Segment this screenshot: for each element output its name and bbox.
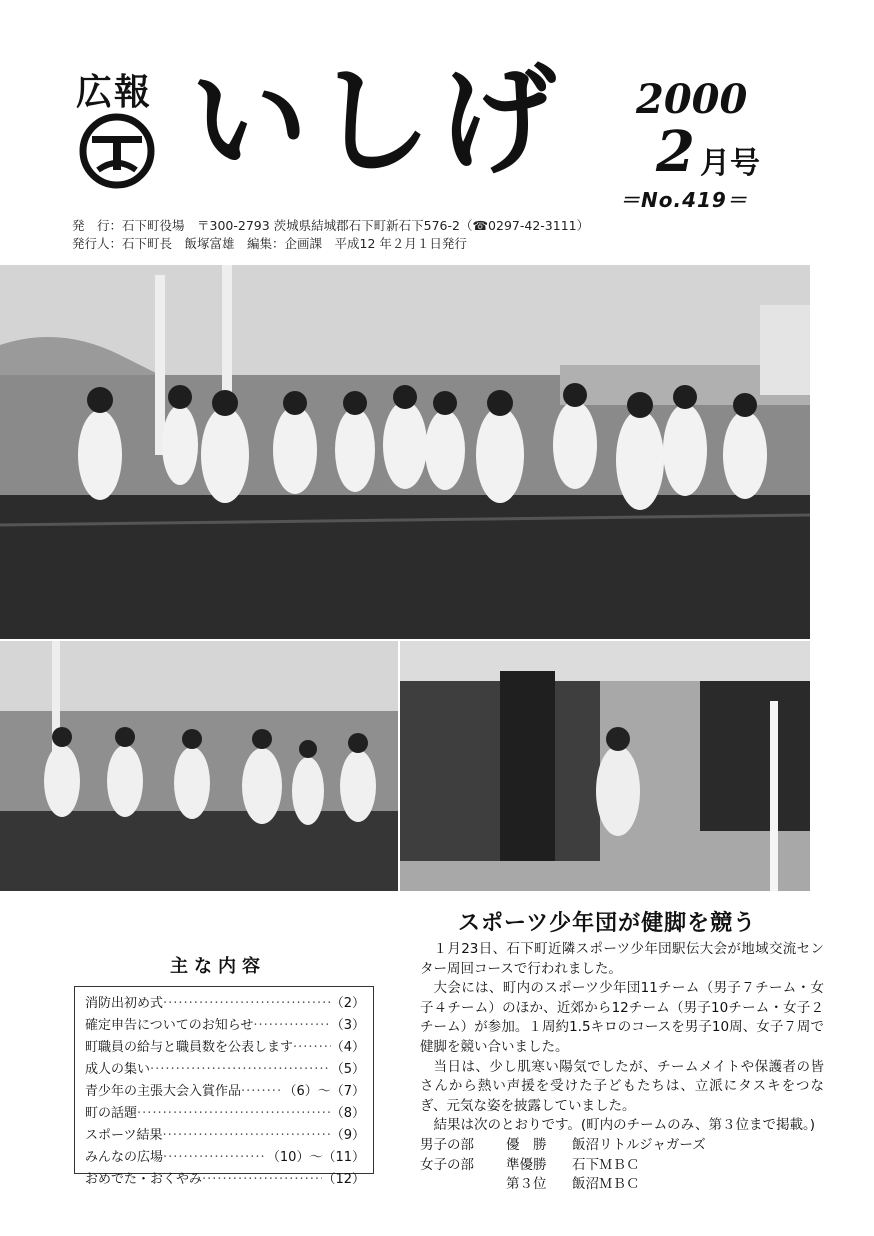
toc-leader-dots — [150, 1059, 331, 1081]
result-team: 飯沼リトルジャガーズ — [572, 1136, 706, 1153]
toc-item-label: 消防出初め式 — [85, 996, 164, 1011]
article-headline: スポーツ少年団が健脚を競う — [458, 911, 757, 936]
toc-item-label: 青少年の主張大会入賞作品 — [85, 1084, 242, 1099]
result-division — [420, 1175, 506, 1195]
toc-item-page: （5） — [330, 1062, 365, 1077]
toc-item-page: （6）～（7） — [283, 1084, 365, 1099]
toc-item-page: （4） — [330, 1040, 365, 1055]
result-place: 第３位 — [506, 1176, 547, 1193]
toc-item-page: （3） — [330, 1018, 365, 1033]
toc-item[interactable] — [85, 1103, 365, 1125]
article-paragraph: 大会には、町内のスポーツ少年団11チーム（男子７チーム・女子４チーム）のほか、近郊から12チーム（男子10チーム・女子２チーム）が参加。１周約1.5キロのコースを男子10周、女子７周で健脚を競い合いました。 — [420, 980, 824, 1055]
toc-item-page: （10）～（11） — [266, 1150, 365, 1165]
result-place: 準優勝 — [506, 1156, 547, 1173]
toc-leader-dots — [202, 1169, 322, 1191]
article-paragraph: 当日は、少し肌寒い陽気でしたが、チームメイトや保護者の皆さんから熱い声援を受けた子どもたちは、立派にタスキをつなぎ、元気な姿を披露していました。 — [420, 1058, 824, 1114]
issue-month-number: 2 — [656, 119, 695, 185]
issue-month-suffix: 月号 — [700, 146, 760, 181]
result-place: 優 勝 — [506, 1136, 547, 1153]
toc-leader-dots — [137, 1103, 331, 1125]
toc-title: 主な内容 — [170, 956, 266, 977]
toc-item[interactable] — [85, 1081, 365, 1103]
toc-item[interactable] — [85, 1147, 365, 1169]
toc-item-label: 成人の集い — [85, 1062, 151, 1077]
masthead-title: いしげ — [190, 51, 563, 190]
publisher-editor-line: 発行人：石下町長 飯塚富雄 編集：企画課 平成12 年２月１日発行 — [72, 236, 467, 251]
town-emblem-icon — [78, 112, 156, 190]
result-row — [420, 1136, 824, 1156]
issue-number: ＝No.419＝ — [620, 188, 748, 212]
article-paragraph: 結果は次のとおりです。(町内のチームのみ、第３位まで掲載。) — [433, 1117, 816, 1134]
result-division: 女子の部 — [420, 1156, 474, 1173]
article-paragraph: １月23日、石下町近隣スポーツ少年団駅伝大会が地域交流センター周回コースで行われました。 — [420, 941, 824, 977]
main-photo-relay-runners — [0, 265, 810, 639]
result-division: 男子の部 — [420, 1136, 474, 1153]
toc-item-page: （9） — [330, 1128, 365, 1143]
publisher-line: 発 行：石下町役場 〒300-2793 茨城県結城郡石下町新石下576-2（☎0297-42-3111） — [72, 218, 590, 233]
toc-leader-dots — [293, 1037, 331, 1059]
toc-item-page: （12） — [322, 1172, 365, 1187]
toc-leader-dots — [253, 1015, 330, 1037]
toc-item-label: 町の話題 — [85, 1106, 138, 1121]
toc-item-label: おめでた・おくやみ — [85, 1172, 203, 1187]
toc-box — [74, 986, 374, 1187]
toc-item[interactable] — [85, 1125, 365, 1147]
results-list — [420, 1136, 824, 1195]
masthead-prefix: 広報 — [76, 72, 153, 113]
toc-item[interactable] — [85, 993, 365, 1015]
result-team: 石下ＭＢＣ — [572, 1156, 640, 1173]
article-body — [420, 940, 824, 1195]
toc-leader-dots — [163, 993, 331, 1015]
toc-item[interactable] — [85, 1037, 365, 1059]
toc-leader-dots — [163, 1147, 267, 1169]
toc-leader-dots — [162, 1125, 330, 1147]
toc-item-page: （8） — [330, 1106, 365, 1121]
result-row — [420, 1156, 824, 1176]
toc-item[interactable] — [85, 1169, 365, 1191]
toc-item-label: 町職員の給与と職員数を公表します — [85, 1040, 294, 1055]
toc-item-label: 確定申告についてのお知らせ — [85, 1018, 254, 1033]
toc-item[interactable] — [85, 1059, 365, 1081]
toc-item-page: （2） — [330, 996, 365, 1011]
result-row — [420, 1175, 824, 1195]
photo-girls-runners — [0, 641, 398, 891]
toc-leader-dots — [241, 1081, 283, 1103]
issue-year: 2000 — [636, 76, 748, 123]
photo-runner-crowd — [400, 641, 810, 891]
result-team: 飯沼ＭＢＣ — [572, 1176, 640, 1193]
toc-item[interactable] — [85, 1015, 365, 1037]
toc-item-label: みんなの広場 — [85, 1150, 164, 1165]
toc-item-label: スポーツ結果 — [85, 1128, 163, 1143]
